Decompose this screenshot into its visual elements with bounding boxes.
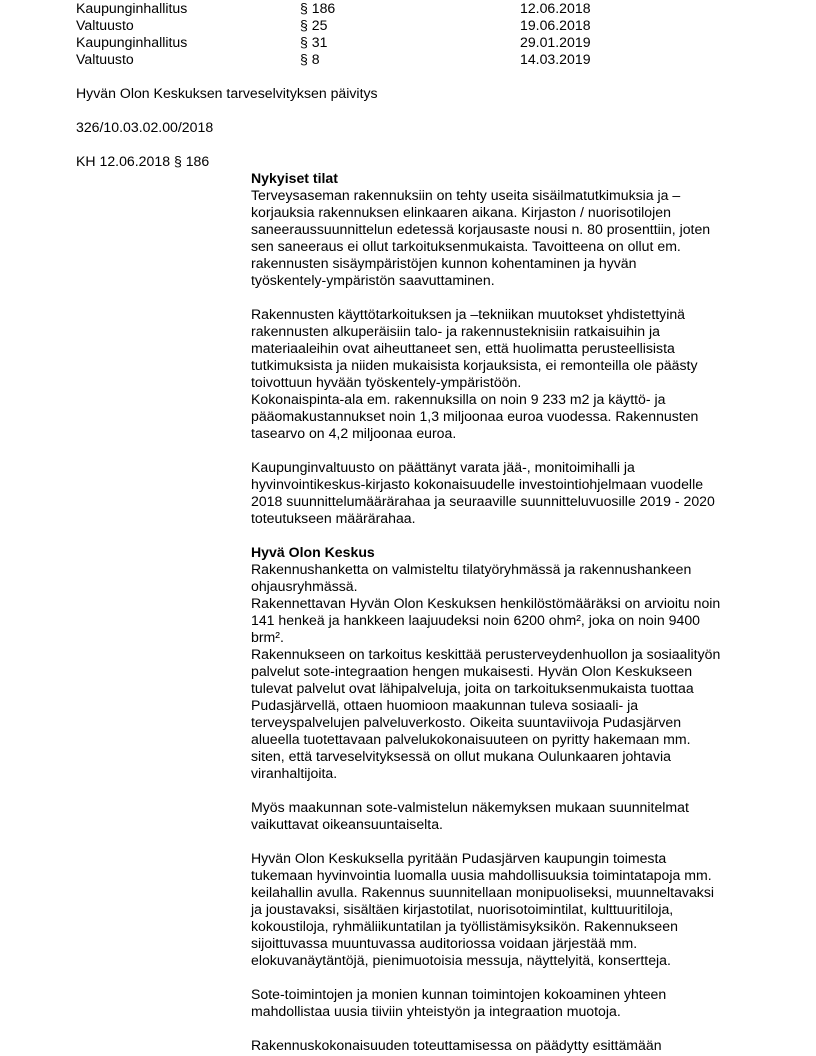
document-subject: Hyvän Olon Keskuksen tarveselvityksen päivitys xyxy=(76,85,378,101)
paragraph: Rakennuskokonaisuuden toteuttamisessa on päädytty esittämään xyxy=(251,1037,662,1053)
paragraph: Sote-toimintojen ja monien kunnan toimintojen kokoaminen yhteen mahdollistaa uusia tiiviin yhteistyön ja integraation muotoja. xyxy=(251,986,667,1019)
paragraph: Rakennushanketta on valmisteltu tilatyöryhmässä ja rakennushankeen ohjausryhmässä. xyxy=(251,561,692,594)
paragraph: Hyvän Olon Keskuksella pyritään Pudasjärven kaupungin toimesta tukemaan hyvinvointia luomalla uusia mahdollisuuksia toimintatapoja mm. keilahallin avulla. Rakennus suunnitellaan monipuoliseksi, muunneltavaksi ja joustavaksi, sisältäen kirjastotilat, nuorisotoimintilat, kulttuuritiloja, kokoustiloja, ryhmäliikuntatilan ja työllistämisyksikön. Rakennukseen sijoittuvassa muuntuvassa auditoriossa voidaan järjestää mm. elokuvanäytäntöjä, pienimuotoisia messuja, näyttelyitä, konsertteja. xyxy=(251,850,715,968)
paragraph: Kokonaispinta-ala em. rakennuksilla on noin 9 233 m2 ja käyttö- ja pääomakustannukset noin 1,3 miljoonaa euroa vuodessa. Rakennusten tasearvo on 4,2 miljoonaa euroa. xyxy=(251,391,699,441)
meeting-row xyxy=(76,17,636,34)
document-body xyxy=(251,170,751,1054)
paragraph: Rakennusten käyttötarkoituksen ja –tekniikan muutokset yhdistettyinä rakennusten alkuperäisiin talo- ja rakennusteknisiin ratkaisuihin ja materiaaleihin ovat aiheuttaneet sen, että huolimatta perusteellisista tutkimuksista ja niiden mukaisista korjauksista, ei remonteilla ole päästy toivottuun hyvään työskentely-ympäristöön. xyxy=(251,306,698,390)
meeting-body: Valtuusto xyxy=(76,51,134,67)
meeting-paragraph: § 186 xyxy=(300,0,336,16)
paragraph: Rakennettavan Hyvän Olon Keskuksen henkilöstömääräksi on arvioitu noin 141 henkeä ja hankkeen laajuudeksi noin 6200 ohm², joka on noin 9400 brm². xyxy=(251,595,721,645)
meeting-row xyxy=(76,34,636,51)
meeting-body: Kaupunginhallitus xyxy=(76,34,188,50)
meeting-row xyxy=(76,0,636,17)
section-heading-wellbeing-center: Hyvä Olon Keskus xyxy=(251,544,375,560)
meeting-paragraph: § 25 xyxy=(300,17,328,33)
meeting-date: 19.06.2018 xyxy=(520,17,591,33)
meeting-date: 12.06.2018 xyxy=(520,0,591,16)
paragraph: Myös maakunnan sote-valmistelun näkemyksen mukaan suunnitelmat vaikuttavat oikeansuuntaiselta. xyxy=(251,799,689,832)
meeting-paragraph: § 31 xyxy=(300,34,328,50)
meeting-body: Valtuusto xyxy=(76,17,134,33)
section-heading-current-facilities: Nykyiset tilat xyxy=(251,170,338,186)
meeting-history-table xyxy=(76,0,636,68)
meeting-date: 29.01.2019 xyxy=(520,34,591,50)
record-id: 326/10.03.02.00/2018 xyxy=(76,119,214,135)
meeting-paragraph: § 8 xyxy=(300,51,320,67)
paragraph: Terveysaseman rakennuksiin on tehty useita sisäilmatutkimuksia ja – korjauksia rakennuksen elinkaaren aikana. Kirjaston / nuorisotilojen saneeraussuunnittelun edetessä korjausaste nousi n. 80 prosenttiin, joten sen saneeraus ei ollut tarkoituksenmukaista. Tavoitteena on ollut em. rakennusten sisäympäristöjen kunnon kohentaminen ja hyvän työskentely-ympäristön saavuttaminen. xyxy=(251,187,711,288)
paragraph: Kaupunginvaltuusto on päättänyt varata jää-, monitoimihalli ja hyvinvointikeskus-kirjasto kokonaisuudelle investointiohjelmaan vuodelle 2018 suunnittelumäärärahaa ja seuraaville suunnitteluvuosille 2019 - 2020 toteutukseen määrärahaa. xyxy=(251,459,715,526)
meeting-date: 14.03.2019 xyxy=(520,51,591,67)
meeting-row xyxy=(76,51,636,68)
paragraph: Rakennukseen on tarkoitus keskittää perusterveydenhuollon ja sosiaalityön palvelut sote-integraation hengen mukaisesti. Hyvän Olon Keskukseen tulevat palvelut ovat lähipalveluja, joita on tarkoituksenmukaista tuottaa Pudasjärvellä, ottaen huomioon maakunnan tuleva sosiaali- ja terveyspalvelujen palveluverkosto. Oikeita suuntaviivoja Pudasjärven alueella tuotettavaan palvelukokonaisuuteen on pyritty hakemaan mm. siten, että tarveselvityksessä on ollut mukana Oulunkaaren johtavia viranhaltijoita. xyxy=(251,646,721,781)
session-reference: KH 12.06.2018 § 186 xyxy=(76,153,210,169)
meeting-body: Kaupunginhallitus xyxy=(76,0,188,16)
